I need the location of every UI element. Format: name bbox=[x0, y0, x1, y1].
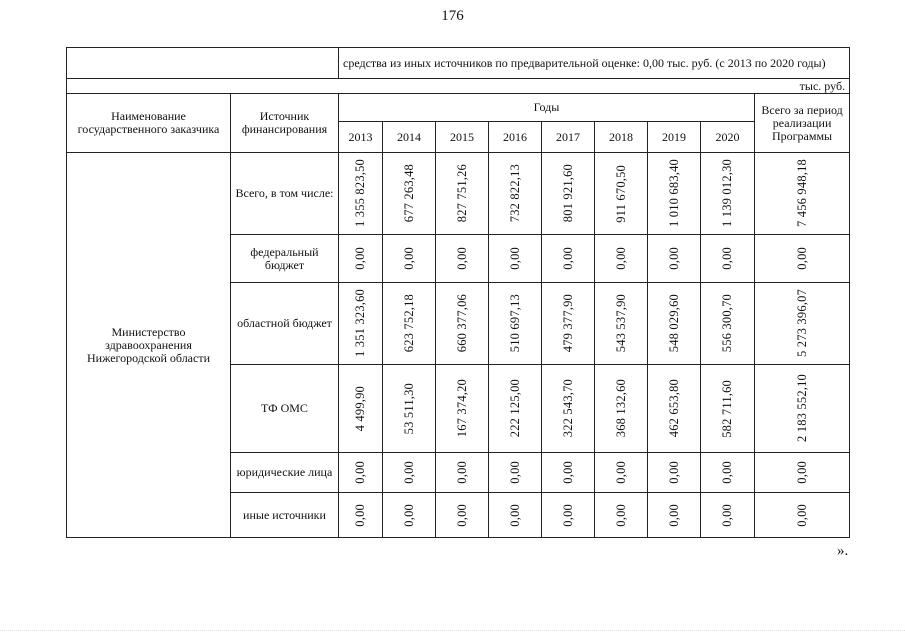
value-total-cell bbox=[755, 153, 850, 235]
value-2017: 0,00 bbox=[560, 503, 575, 527]
funding-source: ТФ ОМС bbox=[231, 365, 339, 453]
customer-name: Министерство здравоохранения Нижегородской области bbox=[67, 153, 231, 538]
value-2019: 0,00 bbox=[666, 503, 681, 527]
value-total: 7 456 948,18 bbox=[794, 159, 809, 228]
value-2015-cell bbox=[436, 283, 489, 365]
value-2017-cell bbox=[542, 453, 595, 493]
value-total: 0,00 bbox=[794, 461, 809, 484]
table-row bbox=[67, 153, 850, 235]
value-2014-cell bbox=[383, 493, 436, 538]
budget-table bbox=[66, 47, 850, 538]
value-2017-cell bbox=[542, 365, 595, 453]
page-number: 176 bbox=[441, 8, 464, 24]
value-2017-cell bbox=[542, 153, 595, 235]
value-2013-cell bbox=[339, 283, 383, 365]
value-2018: 0,00 bbox=[613, 503, 628, 527]
value-2020: 556 300,70 bbox=[720, 294, 734, 353]
value-2019-cell bbox=[648, 153, 701, 235]
value-2016: 0,00 bbox=[507, 503, 522, 527]
value-2017: 0,00 bbox=[560, 461, 575, 484]
value-2015-cell bbox=[436, 453, 489, 493]
funding-source: юридические лица bbox=[231, 453, 339, 493]
value-2016: 732 822,13 bbox=[507, 164, 522, 223]
header-year-2020: 2020 bbox=[701, 122, 755, 153]
value-2017: 0,00 bbox=[560, 247, 575, 270]
unit-label: тыс. руб. bbox=[67, 79, 850, 94]
value-total: 5 273 396,07 bbox=[794, 289, 809, 358]
value-2020-cell bbox=[701, 283, 755, 365]
value-2013-cell bbox=[339, 365, 383, 453]
value-2014-cell bbox=[383, 453, 436, 493]
value-total: 0,00 bbox=[794, 503, 809, 527]
note-row bbox=[67, 48, 850, 79]
value-2013: 1 351 323,60 bbox=[353, 289, 367, 358]
value-2020: 0,00 bbox=[720, 503, 734, 527]
value-2020-cell bbox=[701, 493, 755, 538]
value-2014: 0,00 bbox=[401, 461, 416, 484]
value-2014: 0,00 bbox=[401, 247, 416, 270]
value-2020: 0,00 bbox=[720, 461, 734, 484]
value-2017-cell bbox=[542, 493, 595, 538]
value-2019: 462 653,80 bbox=[666, 379, 681, 438]
funding-note: средства из иных источников по предварительной оценке: 0,00 тыс. руб. (с 2013 по 2020 годы) bbox=[339, 48, 850, 79]
value-2016-cell bbox=[489, 493, 542, 538]
value-2016: 510 697,13 bbox=[507, 294, 522, 353]
value-total-cell bbox=[755, 453, 850, 493]
value-2013: 4 499,90 bbox=[353, 385, 367, 432]
value-2016-cell bbox=[489, 365, 542, 453]
note-blank-cell bbox=[67, 48, 339, 79]
value-2013-cell bbox=[339, 235, 383, 283]
value-2020: 0,00 bbox=[720, 247, 734, 270]
value-2018: 0,00 bbox=[613, 461, 628, 484]
value-2013: 1 355 823,50 bbox=[353, 159, 367, 228]
value-2018-cell bbox=[595, 493, 648, 538]
value-2017-cell bbox=[542, 235, 595, 283]
value-2017: 322 543,70 bbox=[560, 379, 575, 438]
value-2020-cell bbox=[701, 453, 755, 493]
value-2019: 0,00 bbox=[666, 247, 681, 270]
header-years: Годы bbox=[339, 94, 755, 122]
funding-source: иные источники bbox=[231, 493, 339, 538]
value-2014-cell bbox=[383, 153, 436, 235]
value-total-cell bbox=[755, 235, 850, 283]
value-2017: 479 377,90 bbox=[560, 294, 575, 353]
value-2017-cell bbox=[542, 283, 595, 365]
value-2020: 1 139 012,30 bbox=[720, 159, 734, 228]
value-2020-cell bbox=[701, 365, 755, 453]
header-year-2015: 2015 bbox=[436, 122, 489, 153]
value-2014-cell bbox=[383, 283, 436, 365]
value-2018: 368 132,60 bbox=[613, 379, 628, 438]
header-customer: Наименование государственного заказчика bbox=[67, 94, 231, 153]
value-total: 0,00 bbox=[794, 247, 809, 270]
value-2017: 801 921,60 bbox=[560, 164, 575, 223]
value-2014-cell bbox=[383, 365, 436, 453]
value-total-cell bbox=[755, 365, 850, 453]
value-2019-cell bbox=[648, 453, 701, 493]
value-2015-cell bbox=[436, 493, 489, 538]
value-2019: 1 010 683,40 bbox=[666, 159, 681, 228]
value-2015: 0,00 bbox=[454, 247, 469, 270]
value-total-cell bbox=[755, 283, 850, 365]
header-year-2016: 2016 bbox=[489, 122, 542, 153]
funding-source: Всего, в том числе: bbox=[231, 153, 339, 235]
header-year-2017: 2017 bbox=[542, 122, 595, 153]
value-2018-cell bbox=[595, 153, 648, 235]
header-row-1 bbox=[67, 94, 850, 122]
value-2014: 677 263,48 bbox=[401, 164, 416, 223]
value-2020: 582 711,60 bbox=[720, 379, 734, 438]
value-2019: 548 029,60 bbox=[666, 294, 681, 353]
value-total: 2 183 552,10 bbox=[794, 374, 809, 443]
value-2013-cell bbox=[339, 153, 383, 235]
value-2018-cell bbox=[595, 453, 648, 493]
value-2015: 827 751,26 bbox=[454, 164, 469, 223]
value-2015-cell bbox=[436, 365, 489, 453]
header-source: Источник финансирования bbox=[231, 94, 339, 153]
value-2018: 911 670,50 bbox=[613, 164, 628, 223]
value-2019-cell bbox=[648, 365, 701, 453]
value-2020-cell bbox=[701, 153, 755, 235]
funding-source: федеральный бюджет bbox=[231, 235, 339, 283]
value-total-cell bbox=[755, 493, 850, 538]
value-2016-cell bbox=[489, 453, 542, 493]
value-2013-cell bbox=[339, 453, 383, 493]
value-2019: 0,00 bbox=[666, 461, 681, 484]
value-2019-cell bbox=[648, 235, 701, 283]
value-2018: 0,00 bbox=[613, 247, 628, 270]
value-2018: 543 537,90 bbox=[613, 294, 628, 353]
value-2014: 53 511,30 bbox=[401, 382, 416, 435]
value-2013: 0,00 bbox=[353, 503, 367, 527]
scan-artifact-line bbox=[0, 630, 905, 632]
funding-source: областной бюджет bbox=[231, 283, 339, 365]
value-2016-cell bbox=[489, 153, 542, 235]
header-year-2013: 2013 bbox=[339, 122, 383, 153]
value-2020-cell bbox=[701, 235, 755, 283]
value-2014: 623 752,18 bbox=[401, 294, 416, 353]
value-2015: 167 374,20 bbox=[454, 379, 469, 438]
header-year-2018: 2018 bbox=[595, 122, 648, 153]
header-year-2014: 2014 bbox=[383, 122, 436, 153]
value-2013-cell bbox=[339, 493, 383, 538]
value-2015-cell bbox=[436, 153, 489, 235]
value-2016: 0,00 bbox=[507, 461, 522, 484]
value-2015: 660 377,06 bbox=[454, 294, 469, 353]
value-2018-cell bbox=[595, 235, 648, 283]
unit-row bbox=[67, 79, 850, 94]
header-year-2019: 2019 bbox=[648, 122, 701, 153]
value-2016-cell bbox=[489, 283, 542, 365]
value-2014: 0,00 bbox=[401, 503, 416, 527]
value-2016: 0,00 bbox=[507, 247, 522, 270]
value-2015-cell bbox=[436, 235, 489, 283]
closing-quote: ». bbox=[837, 543, 849, 559]
value-2016-cell bbox=[489, 235, 542, 283]
value-2013: 0,00 bbox=[353, 247, 367, 270]
value-2014-cell bbox=[383, 235, 436, 283]
value-2018-cell bbox=[595, 365, 648, 453]
header-total: Всего за период реализации Программы bbox=[755, 94, 850, 153]
value-2018-cell bbox=[595, 283, 648, 365]
value-2015: 0,00 bbox=[454, 461, 469, 484]
value-2016: 222 125,00 bbox=[507, 379, 522, 438]
value-2015: 0,00 bbox=[454, 503, 469, 527]
value-2013: 0,00 bbox=[353, 461, 367, 484]
value-2019-cell bbox=[648, 493, 701, 538]
value-2019-cell bbox=[648, 283, 701, 365]
